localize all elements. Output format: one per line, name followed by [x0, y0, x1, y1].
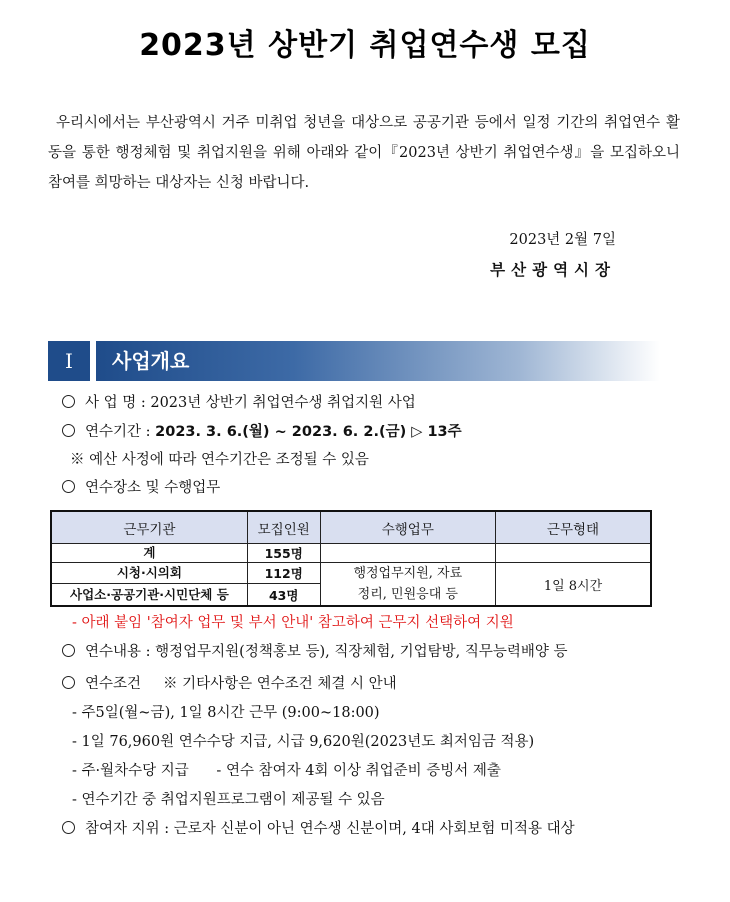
issue-date: 2023년 2월 7일	[509, 232, 616, 248]
red-note: - 아래 붙임 '참여자 업무 및 부서 안내' 참고하여 근무지 선택하여 지원	[72, 615, 514, 631]
table-header-row	[51, 511, 651, 544]
period-label: 연수기간 :	[85, 424, 156, 440]
project-label: 사 업 명 :	[85, 395, 151, 411]
period-note: ※ 예산 사정에 따라 연수기간은 조정될 수 있음	[70, 452, 369, 468]
circle-bullet-icon	[62, 821, 75, 834]
table-cell-empty	[496, 544, 652, 563]
table-cell-count: 112명	[247, 563, 320, 584]
project-value: 2023년 상반기 취업연수생 취업지원 사업	[150, 395, 416, 411]
place-label: 연수장소 및 수행업무	[85, 480, 221, 496]
table-cell-org: 시청·시의회	[51, 563, 247, 584]
duty-line: 정리, 민원응대 등	[357, 587, 458, 602]
period-line	[62, 422, 462, 442]
table-cell-org: 사업소·공공기관·시민단체 등	[51, 584, 247, 606]
table-header: 수행업무	[320, 511, 495, 544]
table-cell-duty	[320, 563, 495, 607]
status-line	[62, 819, 575, 839]
issuer-name: 부산광역시장	[490, 261, 616, 279]
condition-item: - 1일 76,960원 연수수당 지급, 시급 9,620원(2023년도 최저임금 적용)	[72, 734, 535, 750]
duty-line: 행정업무지원, 자료	[353, 566, 463, 581]
circle-bullet-icon	[62, 395, 75, 408]
condition-item: - 주5일(월~금), 1일 8시간 근무 (9:00~18:00)	[72, 705, 380, 721]
place-line	[62, 478, 220, 498]
section-number: Ⅰ	[48, 341, 90, 381]
condition-item: - 주·월차수당 지급 - 연수 참여자 4회 이상 취업준비 증빙서 제출	[72, 763, 501, 779]
circle-bullet-icon	[62, 424, 75, 437]
page-title: 2023년 상반기 취업연수생 모집	[139, 28, 591, 63]
section-header	[48, 341, 660, 381]
table-cell-empty	[320, 544, 495, 563]
project-line	[62, 393, 416, 413]
content-value: 행정업무지원(정책홍보 등), 직장체험, 기업탐방, 직무능력배양 등	[155, 644, 568, 660]
condition-item: - 연수기간 중 취업지원프로그램이 제공될 수 있음	[72, 792, 385, 808]
table-cell-org: 계	[51, 544, 247, 563]
table-row	[51, 544, 651, 563]
table-header: 근무형태	[496, 511, 652, 544]
circle-bullet-icon	[62, 644, 75, 657]
work-table	[50, 510, 652, 607]
circle-bullet-icon	[62, 676, 75, 689]
circle-bullet-icon	[62, 480, 75, 493]
condition-line	[62, 674, 397, 694]
status-value: 근로자 신분이 아닌 연수생 신분이며, 4대 사회보험 미적용 대상	[173, 821, 575, 837]
condition-note: ※ 기타사항은 연수조건 체결 시 안내	[163, 676, 397, 692]
condition-label: 연수조건	[85, 676, 142, 692]
table-header: 모집인원	[247, 511, 320, 544]
section-title: 사업개요	[112, 349, 190, 373]
content-line	[62, 642, 568, 662]
intro-text: 우리시에서는 부산광역시 거주 미취업 청년을 대상으로 공공기관 등에서 일정 기간의 취업연수 활동을 통한 행정체험 및 취업지원을 위해 아래와 같이『2023년 상반기 취업연수생』을 모집하오니 참여를 희망하는 대상자는 신청 바랍니다.	[48, 115, 680, 191]
table-header: 근무기관	[51, 511, 247, 544]
content-label: 연수내용 :	[85, 644, 156, 660]
intro-paragraph	[48, 108, 680, 198]
table-cell-count: 43명	[247, 584, 320, 606]
period-value: 2023. 3. 6.(월) ~ 2023. 6. 2.(금) ▷ 13주	[155, 424, 462, 440]
table-cell-count: 155명	[247, 544, 320, 563]
table-row	[51, 563, 651, 584]
table-cell-worktype: 1일 8시간	[496, 563, 652, 607]
status-label: 참여자 지위 :	[85, 821, 174, 837]
